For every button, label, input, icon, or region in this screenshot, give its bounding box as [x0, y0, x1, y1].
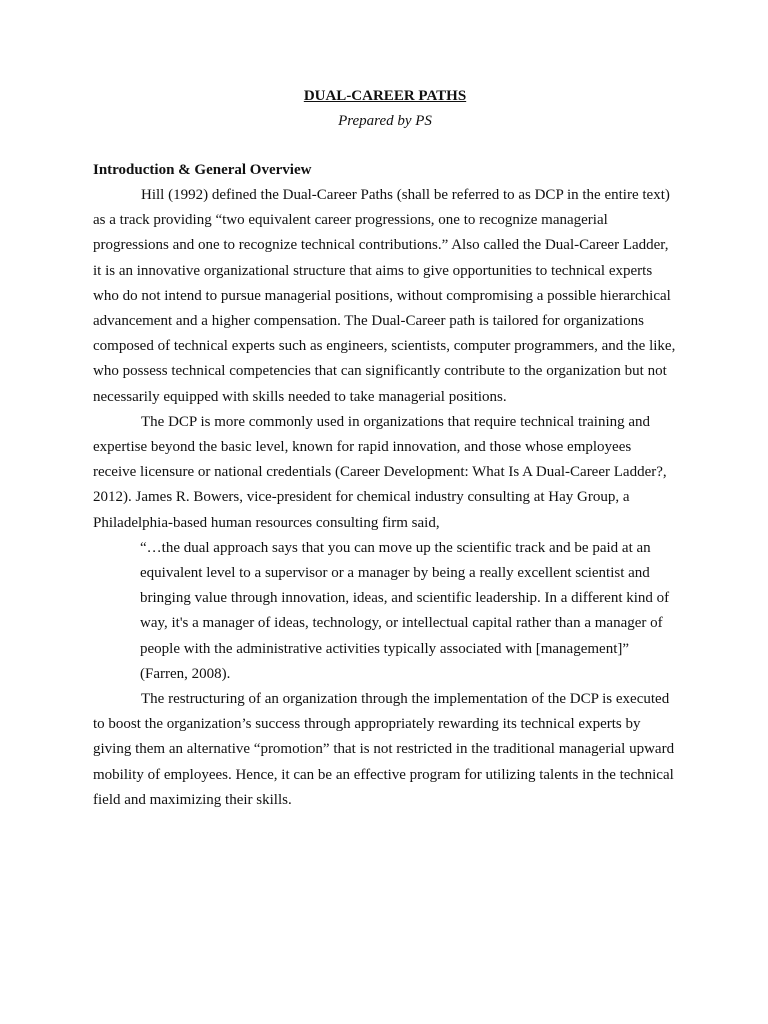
document-body — [93, 85, 677, 813]
paragraph-restructuring: The restructuring of an organization through the implementation of the DCP is executed to boost the organization’s success through appropriately rewarding its technical experts by giving them an alternative “promotion” that is not restricted in the traditional managerial upward mobility of employees. Hence, it can be an effective program for utilizing talents in the technical field and maximizing their skills. — [93, 691, 675, 808]
section-heading: Introduction & General Overview — [93, 162, 312, 178]
document-title: DUAL-CAREER PATHS — [303, 88, 467, 104]
block-quote: “…the dual approach says that you can move up the scientific track and be paid at an equivalent level to a supervisor or a manager by being a really excellent scientist and bringing value through innovation, ideas, and scientific leadership. In a different kind of way, it's a manager of ideas, technology, or intellectual capital rather than a manager of people with the administrative activities typically associated with [management]” (Farren, 2008). — [140, 539, 670, 682]
paragraph-usage: The DCP is more commonly used in organizations that require technical training and expertise beyond the basic level, known for rapid innovation, and those whose employees receive licensure or national credentials (Career Development: What Is A Dual-Career Ladder?, 2012). James R. Bowers, vice-president for chemical industry consulting at Hay Group, a Philadelphia-based human resources consulting firm said, — [93, 413, 667, 531]
paragraph-definition: Hill (1992) defined the Dual-Career Paths (shall be referred to as DCP in the entire text) as a track providing “two equivalent career progressions, one to recognize managerial progressions and one to recognize technical contributions.” Also called the Dual-Career Ladder, it is an innovative organizational structure that aims to give opportunities to technical experts who do not intend to pursue managerial positions, without compromising a possible hierarchical advancement and a higher compensation. The Dual-Career path is tailored for organizations composed of technical experts such as engineers, scientists, computer programmers, and the like, who possess technical competencies that can significantly contribute to the organization but not necessarily equipped with skills needed to take managerial positions. — [93, 187, 676, 405]
document-subtitle: Prepared by PS — [338, 113, 432, 129]
